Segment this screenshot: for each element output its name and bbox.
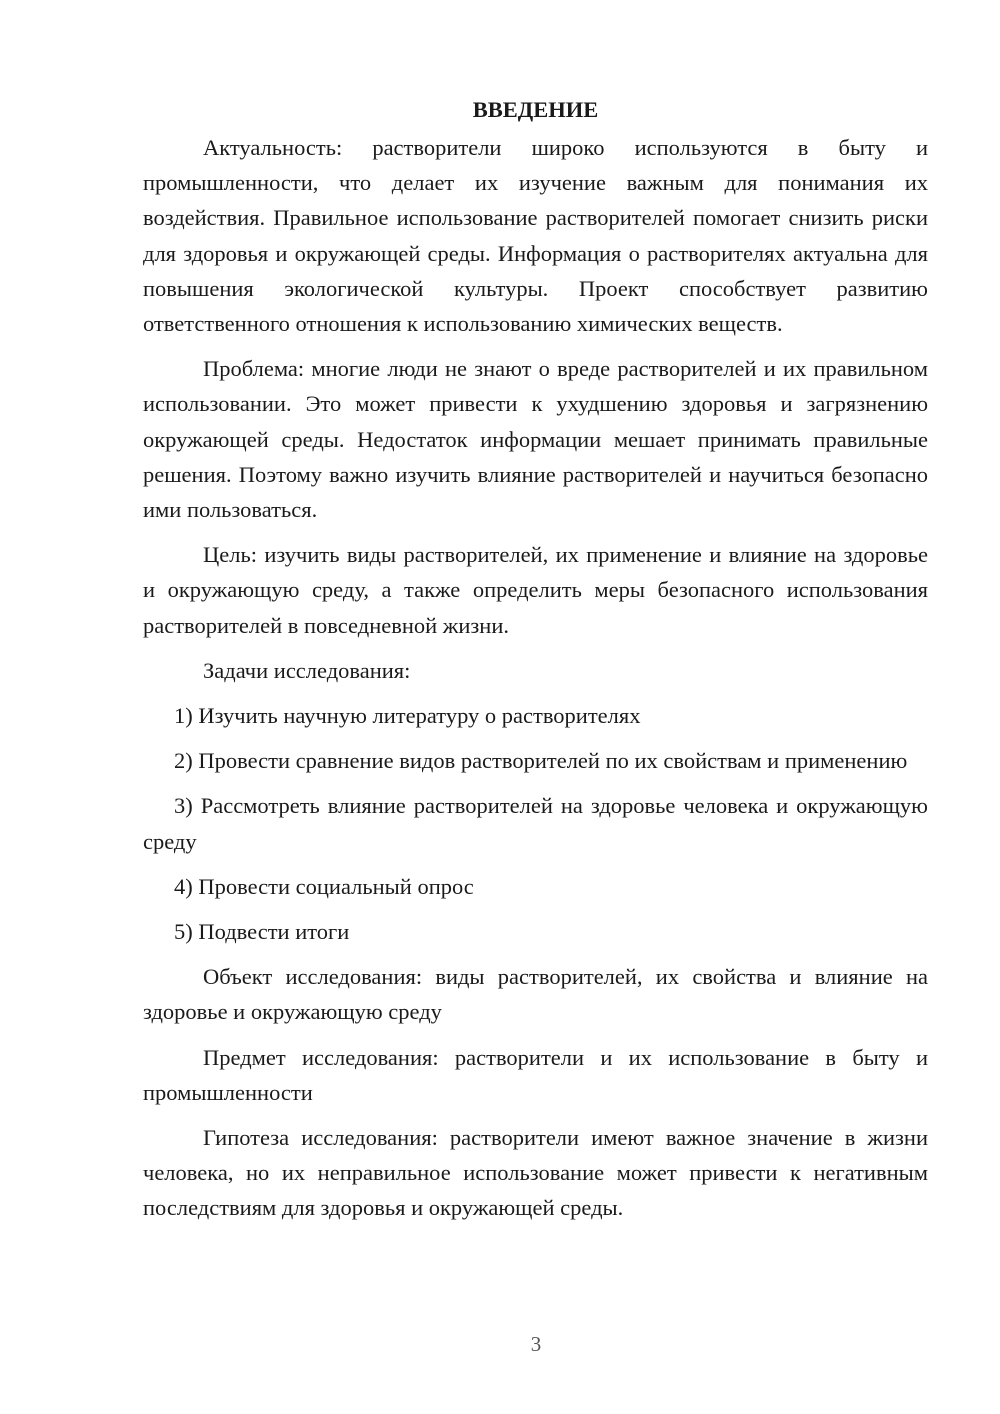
- paragraph-hypothesis: Гипотеза исследования: растворители имеют важное значение в жизни человека, но их неправильное использование может привести к негативным последствиям для здоровья и окружающей среды.: [143, 1125, 928, 1221]
- task-item-3: 3) Рассмотреть влияние растворителей на здоровье человека и окружающую среду: [143, 793, 928, 854]
- paragraph-goal: Цель: изучить виды растворителей, их применение и влияние на здоровье и окружающую среду, а также определить меры безопасного использования растворителей в повседневной жизни.: [143, 542, 928, 638]
- task-item-2: 2) Провести сравнение видов растворителей по их свойствам и применению: [174, 748, 908, 774]
- paragraph-relevance: Актуальность: растворители широко используются в быту и промышленности, что делает их изучение важным для понимания их воздействия. Правильное использование растворителей помогает снизить риски для здоровья и окружающей среды. Информация о растворителях актуальна для повышения экологической культуры. Проект способствует развитию ответственного отношения к использованию химических веществ.: [143, 135, 928, 337]
- task-item-1: 1) Изучить научную литературу о растворителях: [174, 703, 641, 729]
- paragraph-object: Объект исследования: виды растворителей, их свойства и влияние на здоровье и окружающую среду: [143, 964, 928, 1025]
- paragraph-tasks-intro: Задачи исследования:: [203, 657, 411, 683]
- page-number: 3: [530, 1332, 542, 1356]
- task-item-4: 4) Провести социальный опрос: [174, 873, 474, 899]
- paragraph-subject: Предмет исследования: растворители и их использование в быту и промышленности: [143, 1044, 928, 1105]
- page-content: [143, 92, 928, 1236]
- task-item-5: 5) Подвести итоги: [174, 919, 350, 945]
- paragraph-problem: Проблема: многие люди не знают о вреде растворителей и их правильном использовании. Это может привести к ухудшению здоровья и загрязнению окружающей среды. Недостаток информации мешает принимать правильные решения. Поэтому важно изучить влияние растворителей и научиться безопасно ими пользоваться.: [143, 356, 928, 523]
- section-heading: ВВЕДЕНИЕ: [472, 97, 599, 122]
